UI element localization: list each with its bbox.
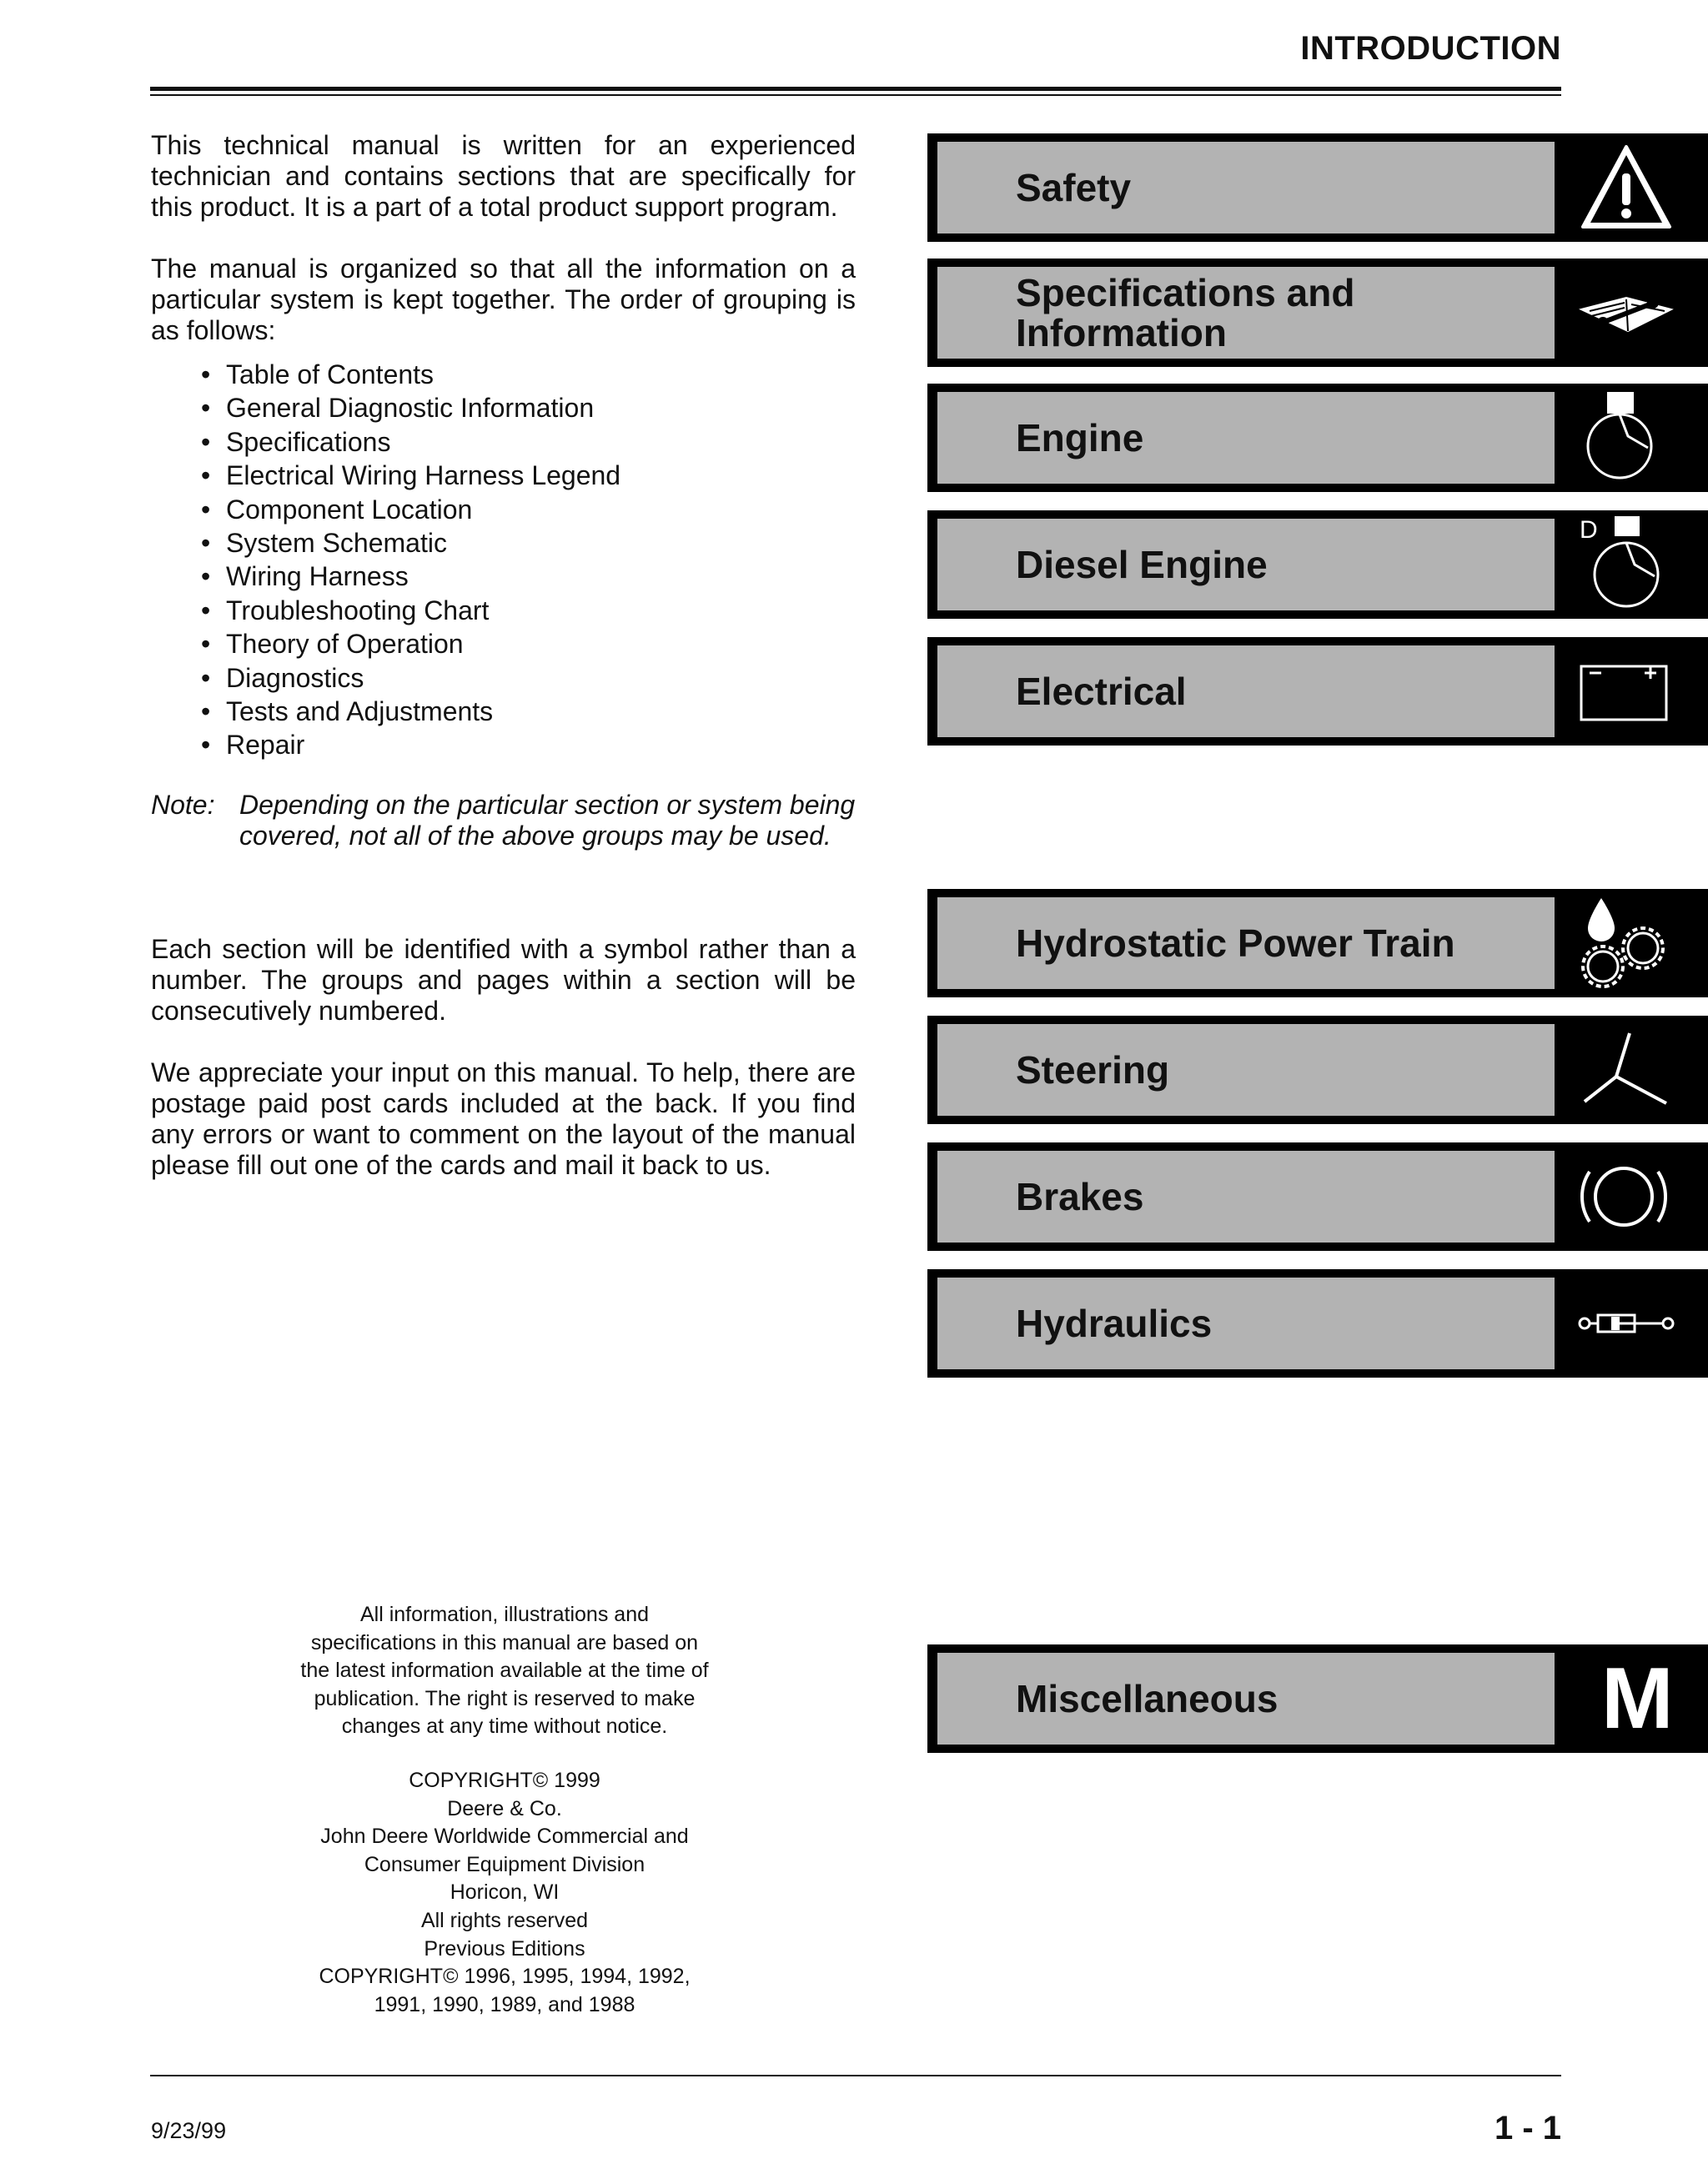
battery-icon: [1563, 637, 1708, 746]
footer-date: 9/23/99: [151, 2118, 227, 2143]
list-item: • General Diagnostic Information: [201, 391, 856, 424]
footer-rule: [150, 2075, 1561, 2076]
open-book-wrench-icon: [1563, 259, 1708, 367]
disclaimer-line: the latest information available at the time of: [300, 1659, 709, 1683]
header-rule-thin: [150, 94, 1561, 96]
section-label: Hydraulics: [937, 1278, 1555, 1369]
list-item: • Diagnostics: [201, 661, 856, 695]
section-label: Steering: [937, 1024, 1555, 1116]
letter-m-icon: [1563, 1644, 1708, 1753]
section-label: Safety: [937, 142, 1555, 233]
section-label: Hydrostatic Power Train: [937, 897, 1555, 989]
disclaimer-line: All information, illustrations and: [360, 1603, 649, 1626]
copyright-line: Deere & Co.: [447, 1796, 562, 1820]
note-label: Note:: [151, 789, 215, 820]
section-label: Miscellaneous: [937, 1653, 1555, 1745]
section-tab-brakes[interactable]: [927, 1142, 1708, 1251]
organization-paragraph: The manual is organized so that all the information on a particular system is kept together. The order of grouping is as follows:: [151, 254, 856, 345]
list-item: • Table of Contents: [201, 358, 856, 391]
note-text: Depending on the particular section or system being covered, not all of the above groups may be used.: [239, 789, 856, 851]
page-header-title: INTRODUCTION: [1300, 30, 1561, 67]
list-item: • Component Location: [201, 493, 856, 526]
symbol-paragraph: Each section will be identified with a symbol rather than a number. The groups and pages within a section will be consecutively numbered.: [151, 933, 856, 1026]
list-item: • Specifications: [201, 425, 856, 459]
warning-triangle-icon: [1563, 133, 1708, 242]
section-tab-diesel-engine[interactable]: [927, 510, 1708, 619]
section-label: Diesel Engine: [937, 519, 1555, 610]
list-item: • System Schematic: [201, 526, 856, 560]
list-item: • Theory of Operation: [201, 627, 856, 660]
list-item: • Repair: [201, 728, 856, 761]
disclaimer-line: publication. The right is reserved to make: [314, 1686, 696, 1710]
list-item: • Wiring Harness: [201, 560, 856, 593]
copyright-line: All rights reserved: [420, 1908, 589, 1932]
section-tab-hydrostatic[interactable]: [927, 889, 1708, 997]
disclaimer-line: specifications in this manual are based on: [310, 1630, 699, 1654]
steering-icon: [1563, 1016, 1708, 1124]
hydraulic-cylinder-icon: [1563, 1269, 1708, 1378]
svg-text:D: D: [1580, 516, 1598, 544]
section-tab-specifications[interactable]: [927, 259, 1708, 367]
section-label: Engine: [937, 392, 1555, 484]
list-item: • Electrical Wiring Harness Legend: [201, 459, 856, 492]
section-tab-steering[interactable]: [927, 1016, 1708, 1124]
disclaimer-line: changes at any time without notice.: [341, 1715, 668, 1739]
note: [151, 790, 856, 851]
section-tab-safety[interactable]: [927, 133, 1708, 242]
list-item: • Troubleshooting Chart: [201, 594, 856, 627]
copyright-line: Horicon, WI: [450, 1880, 560, 1905]
copyright-line: Previous Editions: [424, 1936, 585, 1961]
copyright-line: COPYRIGHT© 1996, 1995, 1994, 1992,: [319, 1965, 691, 1989]
section-label: Specifications and Information: [937, 267, 1555, 359]
engine-gauge-icon: [1563, 384, 1708, 492]
section-label: Electrical: [937, 645, 1555, 737]
copyright-line: Consumer Equipment Division: [364, 1852, 646, 1876]
drop-gears-icon: [1563, 889, 1708, 997]
header-rule-thick: [150, 87, 1561, 91]
intro-paragraph: This technical manual is written for an experienced technician and contains sections that are specifically for this product. It is a part of a total product support program.: [151, 130, 856, 222]
copyright-line: John Deere Worldwide Commercial and: [320, 1825, 689, 1849]
list-item: • Tests and Adjustments: [201, 695, 856, 728]
disclaimer-block: [250, 1601, 759, 2019]
section-tab-engine[interactable]: [927, 384, 1708, 492]
copyright-line: 1991, 1990, 1989, and 1988: [374, 1992, 635, 2016]
feedback-paragraph: We appreciate your input on this manual. To help, there are postage paid post cards included at the back. If you find any errors or want to comment on the layout of the manual please fill out one of the cards and mail it back to us.: [151, 1057, 856, 1180]
page-number: 1 - 1: [1494, 2110, 1561, 2146]
section-tab-electrical[interactable]: [927, 637, 1708, 746]
intro-column: [151, 130, 856, 1208]
section-tab-hydraulics[interactable]: [927, 1269, 1708, 1378]
section-tab-miscellaneous[interactable]: [927, 1644, 1708, 1753]
group-list: [201, 358, 856, 762]
copyright-line: COPYRIGHT© 1999: [409, 1768, 600, 1792]
diesel-engine-icon: [1563, 510, 1708, 619]
section-label: Brakes: [937, 1151, 1555, 1243]
letter-m-text: M: [1601, 1650, 1674, 1747]
brake-icon: [1563, 1142, 1708, 1251]
